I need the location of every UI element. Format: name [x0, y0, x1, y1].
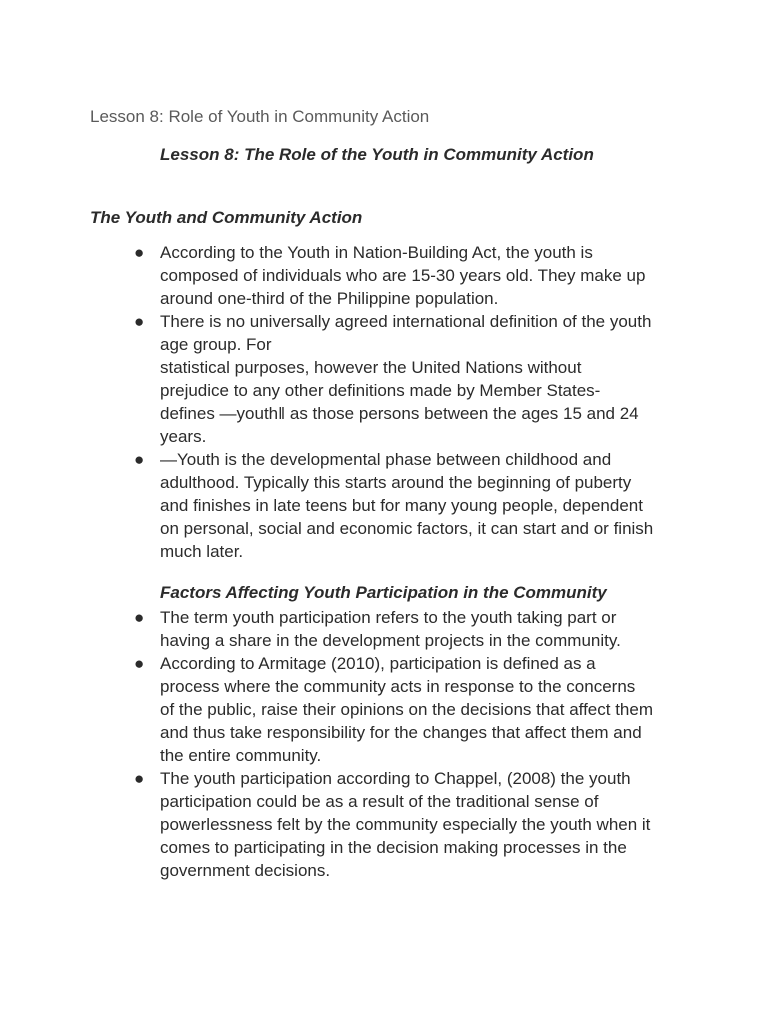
- bullet-icon: ●: [134, 243, 145, 262]
- list-item-text: The youth participation according to Chappel, (2008) the youth participation could be as a result of the traditional sense of powerlessness felt by the community especially the youth when it comes to participating in the decision making processes in the government decisions.: [160, 769, 651, 880]
- list-item-text: The term youth participation refers to the youth taking part or having a share in the development projects in the community.: [160, 608, 621, 650]
- list-item-text: According to the Youth in Nation-Building Act, the youth is composed of individuals who are 15-30 years old. They make up around one-third of the Philippine population.: [160, 243, 646, 308]
- factors-affecting-participation-list: [0, 606, 768, 882]
- document-header: Lesson 8: Role of Youth in Community Action: [90, 107, 430, 126]
- bullet-icon: ●: [134, 312, 145, 331]
- list-item: [0, 310, 768, 448]
- bullet-icon: ●: [134, 654, 145, 673]
- list-item: [0, 652, 768, 767]
- list-item-text: There is no universally agreed international definition of the youth age group. For statistical purposes, however the United Nations without prejudice to any other definitions made by Member States- defines ―youth‖ as those persons between the ages 15 and 24 years.: [160, 312, 652, 446]
- section-heading-factors-affecting-participation: Factors Affecting Youth Participation in the Community: [160, 583, 607, 602]
- lesson-title: Lesson 8: The Role of the Youth in Community Action: [160, 145, 594, 164]
- bullet-icon: ●: [134, 608, 145, 627]
- list-item-text: ―Youth is the developmental phase between childhood and adulthood. Typically this starts around the beginning of puberty and finishes in late teens but for many young people, dependent on personal, social and economic factors, it can start and or finish much later.: [160, 450, 654, 561]
- list-item: [0, 767, 768, 882]
- list-item: [0, 241, 768, 310]
- section-heading-youth-community-action: The Youth and Community Action: [90, 208, 363, 227]
- list-item: [0, 606, 768, 652]
- list-item: [0, 448, 768, 563]
- bullet-icon: ●: [134, 450, 145, 469]
- bullet-icon: ●: [134, 769, 145, 788]
- youth-community-action-list: [0, 241, 768, 563]
- list-item-text: According to Armitage (2010), participation is defined as a process where the community acts in response to the concerns of the public, raise their opinions on the decisions that affect them and thus take responsibility for the changes that affect them and the entire community.: [160, 654, 653, 765]
